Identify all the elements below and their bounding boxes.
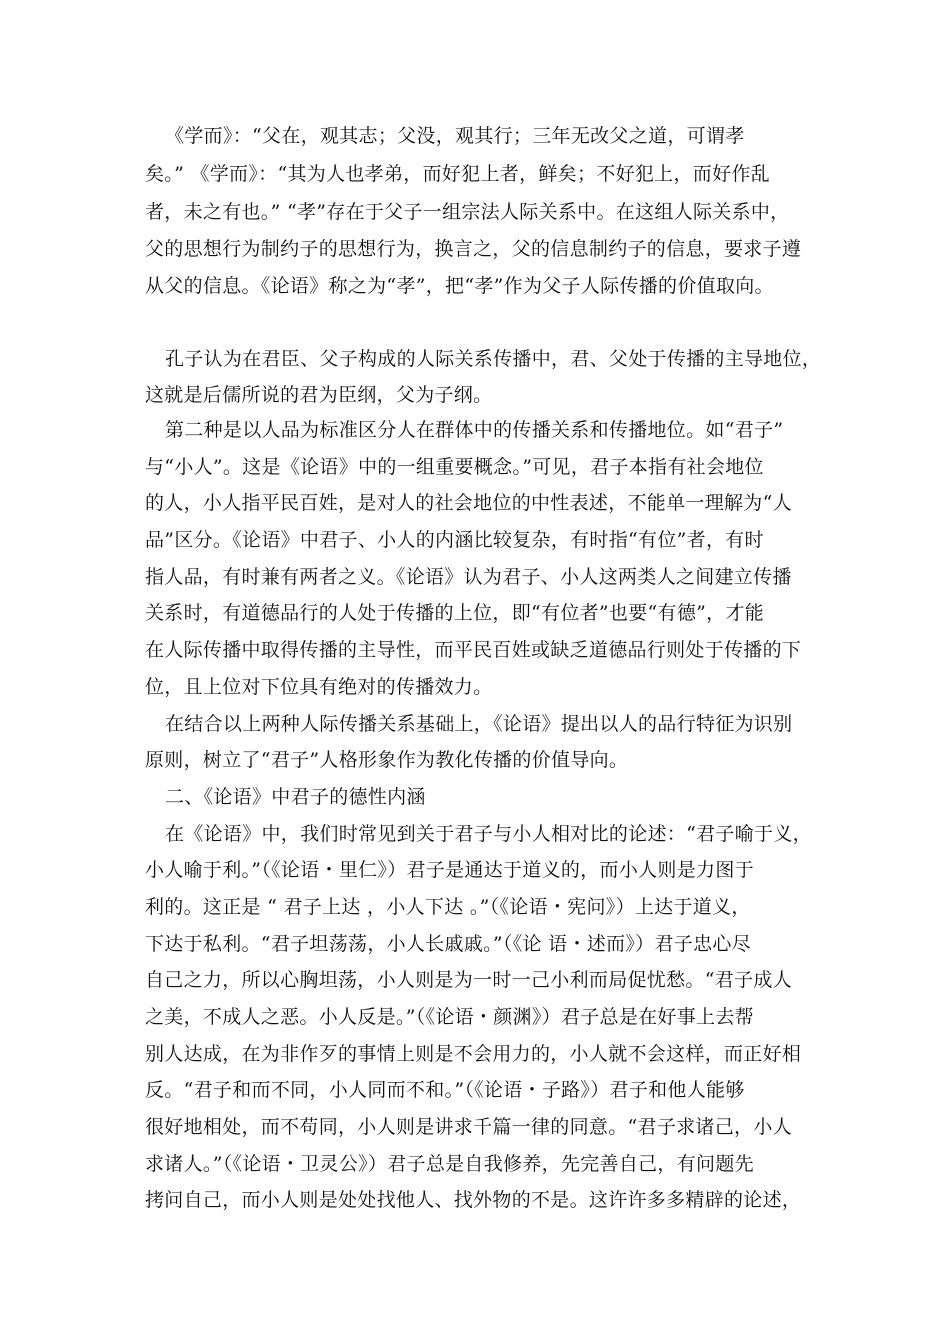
text-line: 从父的信息。《论语》称之为“孝”，把“孝”作为父子人际传播的价值取向。 — [145, 275, 774, 297]
text-line: 与“小人”。这是《论语》中的一组重要概念。”可见，君子本指有社会地位 — [145, 456, 764, 478]
text-line: 第二种是以人品为标准区分人在群体中的传播关系和传播地位。如“君子” — [165, 419, 784, 441]
text-line: 原则，树立了“君子”人格形象作为教化传播的价值导向。 — [145, 749, 629, 771]
text-line: 父的思想行为制约子的思想行为，换言之，父的信息制约子的信息，要求子遵 — [145, 238, 802, 260]
text-line: 这就是后儒所说的君为臣纲，父为子纲。 — [145, 384, 493, 406]
text-line: 求诸人。”（《论语・卫灵公》）君子总是自我修养，先完善自己，有问题先 — [145, 1153, 754, 1175]
text-line: 小人喻于利。”（《论语・里仁》）君子是通达于道义的，而小人则是力图于 — [145, 859, 754, 881]
section-heading: 二、《论语》中君子的德性内涵 — [165, 786, 426, 808]
text-line: 在人际传播中取得传播的主导性，而平民百姓或缺乏道德品行则处于传播的下 — [145, 639, 802, 661]
text-line: 拷问自己，而小人则是处处找他人、找外物的不是。这许许多多精辟的论述， — [145, 1189, 802, 1211]
text-line: 《学而》：“父在，观其志；父没，观其行；三年无改父之道，可谓孝 — [165, 125, 745, 147]
text-line: 关系时，有道德品行的人处于传播的上位，即“有位者”也要“有德”，才能 — [145, 602, 765, 624]
text-line: 下达于私利。“君子坦荡荡，小人长戚戚。”（《论 语・述而》）君子忠心尽 — [145, 933, 751, 955]
text-line: 在结合以上两种人际传播关系基础上，《论语》提出以人的品行特征为识别 — [165, 713, 793, 735]
text-line: 位，且上位对下位具有绝对的传播效力。 — [145, 676, 493, 698]
text-line: 之美，不成人之恶。小人反是。”（《论语・颜渊》）君子总是在好事上去帮 — [145, 1006, 754, 1028]
text-line: 的人，小人指平民百姓，是对人的社会地位的中性表述，不能单一理解为“人 — [145, 492, 792, 514]
text-line: 别人达成，在为非作歹的事情上则是不会用力的，小人就不会这样，而正好相 — [145, 1043, 802, 1065]
text-line: 孔子认为在君臣、父子构成的人际关系传播中，君、父处于传播的主导地位， — [165, 348, 822, 370]
text-line: 品”区分。《论语》中君子、小人的内涵比较复杂，有时指“有位”者，有时 — [145, 529, 764, 551]
text-line: 反。“君子和而不同，小人同而不和。”（《论语・子路》）君子和他人能够 — [145, 1079, 745, 1101]
text-line: 利的。这正是 “ 君子上达 ，小人下达 。”（《论语・宪问》）上达于道义， — [145, 896, 751, 918]
text-line: 者，未之有也。” “孝”存在于父子一组宗法人际关系中。在这组人际关系中， — [145, 201, 790, 223]
text-line: 在《论语》中，我们时常见到关于君子与小人相对比的论述：“君子喻于义， — [165, 823, 812, 845]
text-line: 矣。” 《学而》：“其为人也孝弟，而好犯上者，鲜矣；不好犯上，而好作乱 — [145, 163, 770, 185]
text-line: 自己之力，所以心胸坦荡，小人则是为一时一己小利而局促忧愁。“君子成人 — [145, 969, 792, 991]
text-line: 很好地相处，而不苟同，小人则是讲求千篇一律的同意。“君子求诸己，小人 — [145, 1116, 792, 1138]
text-line: 指人品，有时兼有两者之义。《论语》认为君子、小人这两类人之间建立传播 — [145, 566, 792, 588]
